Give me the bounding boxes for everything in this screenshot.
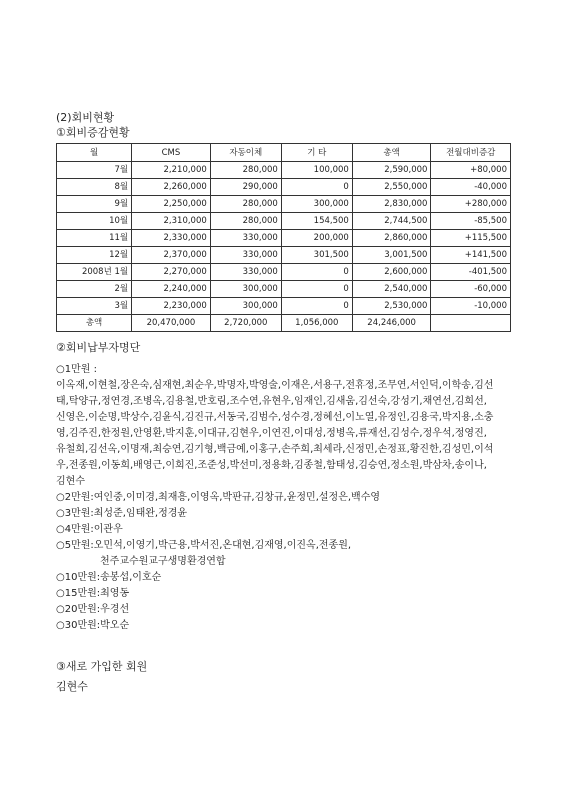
- table-row: [57, 230, 511, 247]
- cell: 280,000: [210, 213, 281, 230]
- table-row: [57, 298, 511, 315]
- cell: -85,500: [431, 213, 511, 230]
- tier-20k: ○2만원:여인중,이미경,최재흥,이영옥,박판규,김창규,윤정민,설정은,백수영: [56, 492, 381, 503]
- cell: +80,000: [431, 162, 511, 179]
- col-header-cms: CMS: [132, 144, 211, 162]
- cell: 300,000: [210, 281, 281, 298]
- tier-300k: ○30만원:박오순: [56, 620, 130, 631]
- cell: 2,310,000: [132, 213, 211, 230]
- table-row: [57, 179, 511, 196]
- tier-200k: ○20만원:우경선: [56, 604, 130, 615]
- table-row: [57, 264, 511, 281]
- cell: 11월: [57, 230, 132, 247]
- table-row: [57, 196, 511, 213]
- col-header-auto-transfer: 자동이체: [210, 144, 281, 162]
- cell: -60,000: [431, 281, 511, 298]
- cell: -10,000: [431, 298, 511, 315]
- cell: 0: [281, 298, 352, 315]
- cell: 2,250,000: [132, 196, 211, 213]
- subsection-new-members: ③새로 가입한 회원: [56, 660, 148, 673]
- cell: 2,744,500: [352, 213, 431, 230]
- cell: 0: [281, 264, 352, 281]
- cell: 0: [281, 281, 352, 298]
- cell: 2,540,000: [352, 281, 431, 298]
- cell: 8월: [57, 179, 132, 196]
- donor-list: [56, 362, 496, 634]
- col-header-change: 전월대비증감: [431, 144, 511, 162]
- cell: 2,330,000: [132, 230, 211, 247]
- cell: +141,500: [431, 247, 511, 264]
- cell: 2,530,000: [352, 298, 431, 315]
- cell: 301,500: [281, 247, 352, 264]
- fee-table: [56, 143, 511, 332]
- table-row: [57, 162, 511, 179]
- cell: 12월: [57, 247, 132, 264]
- cell: 7월: [57, 162, 132, 179]
- tier-10k-label: ○1만원 :: [56, 364, 97, 375]
- cell: +115,500: [431, 230, 511, 247]
- cell: 290,000: [210, 179, 281, 196]
- cell: -401,500: [431, 264, 511, 281]
- col-header-month: 월: [57, 144, 132, 162]
- section-heading: (2)회비현황: [56, 111, 115, 124]
- cell: 0: [281, 179, 352, 196]
- cell: 2,260,000: [132, 179, 211, 196]
- cell: 2,230,000: [132, 298, 211, 315]
- cell: 280,000: [210, 196, 281, 213]
- cell: [431, 315, 511, 332]
- cell: 330,000: [210, 230, 281, 247]
- cell: 154,500: [281, 213, 352, 230]
- cell: 2008년 1월: [57, 264, 132, 281]
- tier-50k-continued: 천주교수원교구생명환경연합: [100, 556, 226, 567]
- cell: 330,000: [210, 264, 281, 281]
- cell: 2,550,000: [352, 179, 431, 196]
- cell: 300,000: [210, 298, 281, 315]
- cell: -40,000: [431, 179, 511, 196]
- cell: 2,830,000: [352, 196, 431, 213]
- cell: 24,246,000: [352, 315, 431, 332]
- table-header-row: [57, 144, 511, 162]
- cell: 2,370,000: [132, 247, 211, 264]
- cell: 9월: [57, 196, 132, 213]
- tier-40k: ○4만원:이관우: [56, 524, 123, 535]
- subsection-donor-list: ②회비납부자명단: [56, 341, 141, 354]
- new-member-name: 김현수: [56, 680, 88, 693]
- table-row: [57, 247, 511, 264]
- cell: 2,860,000: [352, 230, 431, 247]
- col-header-total: 총액: [352, 144, 431, 162]
- tier-10k-names: 이옥재,이현철,장은숙,심재현,최순우,박명자,박영술,이재은,서용구,전휴정,조무연,서인덕,이학송,김선태,탁양규,정연경,조병옥,김용철,반호림,조수연,유현우,임재인,김새움,김선숙,강성기,채연선,김희선,신영은,이순명,박상수,김윤식,김진규,서동국,김범수,성수경,정혜선,이노열,유정인,김용국,박지용,소충영,김주진,한정원,안영환,박지훈,이대규,김현우,이연진,이대성,정병옥,류재선,김성수,정우석,정영진,유철희,김선옥,이명재,최승연,김기형,백금예,이홍구,손주희,최세라,신정민,손정표,황진한,김성민,이석우,전종원,이동희,배영근,이희진,조준성,박선미,정용화,김종철,함태성,김승연,정소원,박삼차,송이나,김현수: [56, 380, 494, 487]
- cell: 총액: [57, 315, 132, 332]
- tier-50k: ○5만원:오민석,이영기,박근용,박서진,온대현,김재영,이진옥,전종원,: [56, 540, 352, 551]
- cell: 2,240,000: [132, 281, 211, 298]
- cell: 2,270,000: [132, 264, 211, 281]
- table-row: [57, 213, 511, 230]
- tier-100k: ○10만원:송봉섭,이호순: [56, 572, 162, 583]
- cell: 3,001,500: [352, 247, 431, 264]
- cell: +280,000: [431, 196, 511, 213]
- cell: 200,000: [281, 230, 352, 247]
- cell: 330,000: [210, 247, 281, 264]
- table-row: [57, 281, 511, 298]
- cell: 2월: [57, 281, 132, 298]
- cell: 100,000: [281, 162, 352, 179]
- table-total-row: [57, 315, 511, 332]
- cell: 20,470,000: [132, 315, 211, 332]
- cell: 300,000: [281, 196, 352, 213]
- cell: 1,056,000: [281, 315, 352, 332]
- cell: 2,590,000: [352, 162, 431, 179]
- subsection-fee-changes: ①회비증감현황: [56, 126, 130, 139]
- cell: 3월: [57, 298, 132, 315]
- tier-150k: ○15만원:최영동: [56, 588, 130, 599]
- cell: 10월: [57, 213, 132, 230]
- tier-30k: ○3만원:최성준,임태완,정경윤: [56, 508, 188, 519]
- cell: 2,720,000: [210, 315, 281, 332]
- cell: 2,210,000: [132, 162, 211, 179]
- cell: 280,000: [210, 162, 281, 179]
- col-header-other: 기 타: [281, 144, 352, 162]
- cell: 2,600,000: [352, 264, 431, 281]
